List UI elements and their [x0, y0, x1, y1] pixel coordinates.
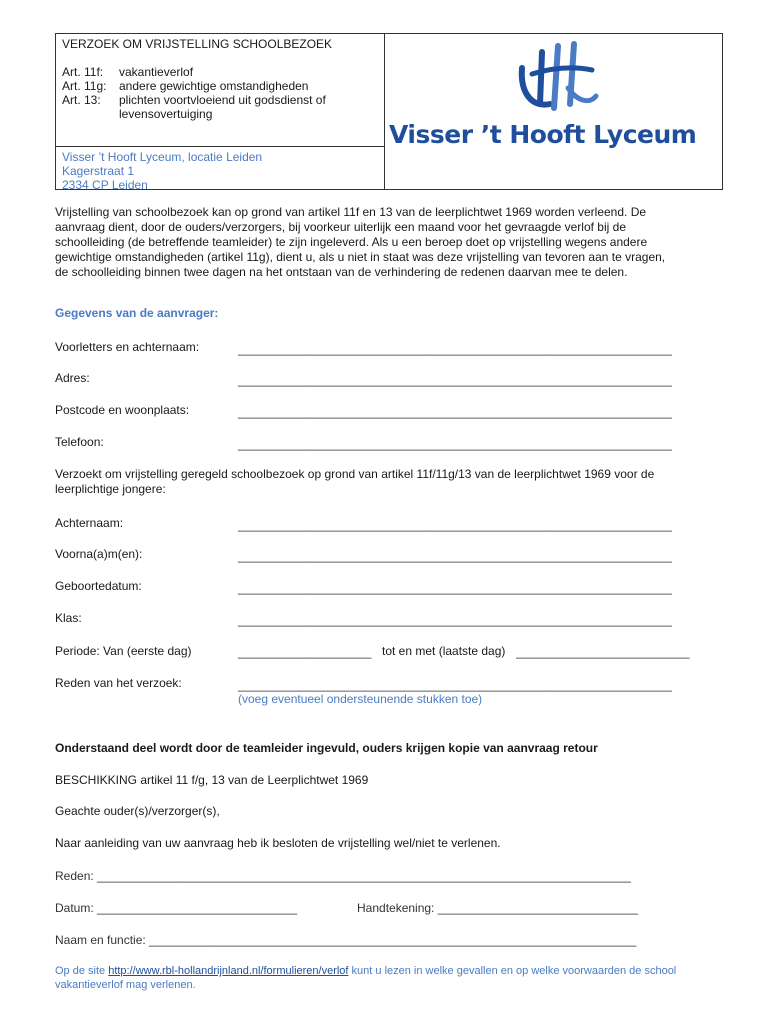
- field-label: Achternaam:: [55, 516, 124, 530]
- form-title: VERZOEK OM VRIJSTELLING SCHOOLBEZOEK: [62, 37, 333, 51]
- student-class-field[interactable]: _________________________________________________________________: [238, 613, 672, 627]
- field-label: Klas:: [55, 611, 82, 625]
- school-logo-icon: [512, 38, 622, 118]
- field-label: Geboortedatum:: [55, 579, 142, 593]
- article-code: Art. 13:: [62, 93, 101, 107]
- intro-line: gewichtige omstandigheden (artikel 11g), dient u, als u niet in staat was deze vrijstelling van tevoren aan te vragen,: [55, 250, 666, 264]
- field-label: Adres:: [55, 371, 90, 385]
- applicant-heading: Gegevens van de aanvrager:: [55, 306, 219, 320]
- footer-line2: vakantieverlof mag verlenen.: [55, 979, 196, 991]
- period-start-field[interactable]: ____________________: [238, 645, 372, 659]
- applicant-address-field[interactable]: _________________________________________________________________: [238, 373, 672, 387]
- reason-label: Reden van het verzoek:: [55, 676, 182, 690]
- article-text: andere gewichtige omstandigheden: [119, 79, 309, 93]
- statement-text: Naar aanleiding van uw aanvraag heb ik besloten de vrijstelling wel/niet te verlenen.: [55, 836, 501, 850]
- article-text: levensovertuiging: [119, 107, 213, 121]
- request-line: leerplichtige jongere:: [55, 482, 166, 496]
- header-divider: [55, 146, 385, 147]
- applicant-name-field[interactable]: _________________________________________________________________: [238, 342, 672, 356]
- reason-field[interactable]: _________________________________________________________________: [238, 678, 672, 692]
- decision-heading: Onderstaand deel wordt door de teamleider ingevuld, ouders krijgen kopie van aanvraag retour: [55, 741, 598, 755]
- student-firstname-field[interactable]: _________________________________________________________________: [238, 549, 672, 563]
- applicant-phone-field[interactable]: _________________________________________________________________: [238, 437, 672, 451]
- intro-line: schoolleiding (de betreffende teamleider) te zijn ingeleverd. Als u een beroep doet op vrijstelling wegens andere: [55, 235, 648, 249]
- intro-line: Vrijstelling van schoolbezoek kan op grond van artikel 11f en 13 van de leerplichtwet 1969 worden verleend. De: [55, 205, 647, 219]
- school-address-line: Kagerstraat 1: [62, 164, 135, 178]
- period-label: Periode: Van (eerste dag): [55, 644, 192, 658]
- article-code: Art. 11f:: [62, 65, 104, 79]
- field-label: Voorletters en achternaam:: [55, 340, 200, 354]
- school-address-line: Visser ’t Hooft Lyceum, locatie Leiden: [62, 150, 263, 164]
- decision-reason-field[interactable]: Reden: ________________________________________________________________________________: [55, 869, 631, 883]
- field-label: Telefoon:: [55, 435, 104, 449]
- school-address-line: 2334 CP Leiden: [62, 178, 148, 192]
- period-end-field[interactable]: __________________________: [516, 645, 690, 659]
- salutation-text: Geachte ouder(s)/verzorger(s),: [55, 804, 220, 818]
- intro-paragraph: [55, 205, 735, 280]
- footer-suffix: kunt u lezen in welke gevallen en op welke voorwaarden de school: [351, 965, 677, 977]
- article-code: Art. 11g:: [62, 79, 107, 93]
- student-lastname-field[interactable]: _________________________________________________________________: [238, 518, 672, 532]
- field-label: Voorna(a)m(en):: [55, 547, 143, 561]
- request-paragraph: [55, 467, 735, 497]
- intro-line: de schoolleiding binnen twee dagen na het ontstaan van de verhindering de redenen daarvan mee te delen.: [55, 265, 628, 279]
- article-text: plichten voortvloeiend uit godsdienst of: [119, 93, 326, 107]
- decision-date-field[interactable]: Datum: ______________________________: [55, 901, 298, 915]
- request-line: Verzoekt om vrijstelling geregeld schoolbezoek op grond van artikel 11f/11g/13 van de leerplichtwet 1969 voor de: [55, 467, 655, 481]
- school-logo-text: Visser ’t Hooft Lyceum: [389, 120, 697, 149]
- article-text: vakantieverlof: [119, 65, 194, 79]
- field-label: Postcode en woonplaats:: [55, 403, 190, 417]
- applicant-postcode-field[interactable]: _________________________________________________________________: [238, 405, 672, 419]
- reason-hint: (voeg eventueel ondersteunende stukken toe): [238, 692, 483, 706]
- student-birthdate-field[interactable]: _________________________________________________________________: [238, 581, 672, 595]
- footer-prefix: Op de site: [55, 965, 106, 977]
- decision-signature-field[interactable]: Handtekening: ______________________________: [357, 901, 638, 915]
- footer-note: [55, 964, 735, 992]
- decision-name-field[interactable]: Naam en functie: _________________________________________________________________________: [55, 933, 637, 947]
- footer-link[interactable]: http://www.rbl-hollandrijnland.nl/formulieren/verlof: [108, 965, 349, 977]
- ruling-text: BESCHIKKING artikel 11 f/g, 13 van de Leerplichtwet 1969: [55, 773, 369, 787]
- intro-line: aanvraag dient, door de ouders/verzorgers, bij voorkeur uiterlijk een maand voor het gevraagde verlof bij de: [55, 220, 626, 234]
- period-mid-label: tot en met (laatste dag): [382, 644, 506, 658]
